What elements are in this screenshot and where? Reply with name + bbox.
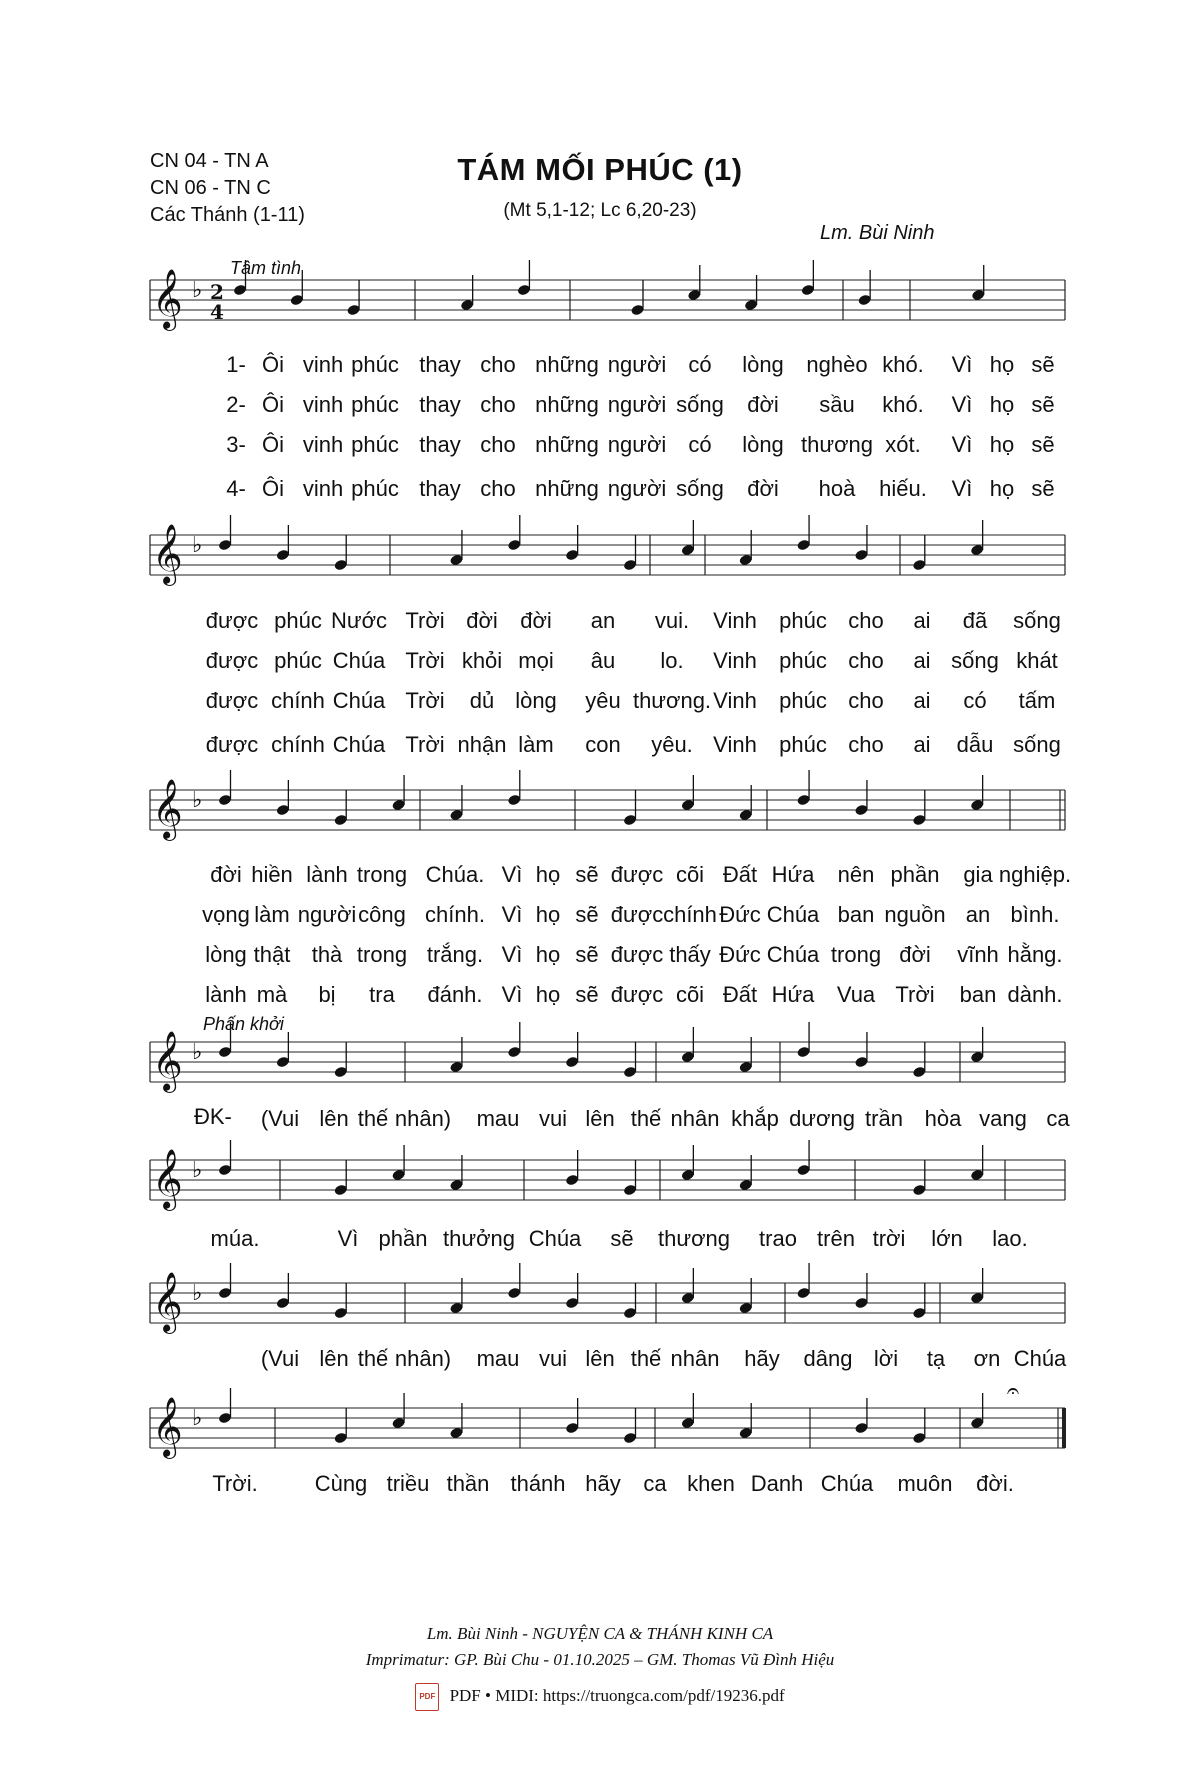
lyric-syllable: người [607, 352, 667, 377]
lyric-syllable: dâng [803, 1346, 853, 1371]
lyric-syllable: cho [480, 432, 516, 457]
lyric-syllable: họ [535, 862, 561, 887]
lyric-syllable: thương [658, 1226, 730, 1251]
lyric-syllable: những [535, 352, 599, 377]
lyric-syllable: thánh [510, 1471, 566, 1496]
lyric-syllable: dành. [1007, 982, 1063, 1007]
lyric-syllable: lòng [742, 352, 784, 377]
lyric-syllable: ca [643, 1471, 667, 1496]
lyric-syllable: trời [872, 1226, 906, 1251]
lyric-syllable: lên [585, 1106, 615, 1131]
lyric-line [0, 608, 1061, 648]
lyric-syllable: sống [676, 392, 724, 417]
lyric-line [0, 1226, 1028, 1266]
lyric-syllable: ban [959, 982, 997, 1007]
lyric-syllable: Chúa [332, 688, 386, 713]
lyric-syllable: phúc [274, 608, 322, 633]
lyric-syllable: trong [356, 862, 408, 887]
lyric-syllable: vinh [302, 432, 344, 457]
lyric-syllable: hoà [818, 476, 856, 501]
fermata-icon: 𝄐 [1006, 1379, 1020, 1404]
lyric-line [0, 352, 1055, 392]
lyric-syllable: tra [369, 982, 395, 1007]
lyric-syllable: sống [951, 648, 999, 673]
lyric-syllable: sống [676, 476, 724, 501]
lyric-syllable: thế [357, 1346, 389, 1371]
lyric-syllable: phúc [779, 608, 827, 633]
lyric-syllable: họ [989, 476, 1015, 501]
lyric-syllable: thay [419, 392, 461, 417]
lyric-syllable: Trời [405, 648, 445, 673]
lyric-syllable: Ôi [262, 476, 284, 501]
flat-sign-icon: ♭ [192, 1158, 203, 1183]
lyric-syllable: nhận [457, 732, 507, 757]
lyric-syllable: lớn [931, 1226, 963, 1251]
lyric-syllable: hòa [924, 1106, 962, 1131]
lyric-syllable: cho [480, 476, 516, 501]
lyric-line [0, 1346, 1067, 1386]
lyric-syllable: trần [865, 1106, 903, 1131]
lyric-syllable: họ [535, 982, 561, 1007]
time-signature-denominator: 4 [210, 300, 224, 324]
lyric-syllable: phúc [779, 688, 827, 713]
lyric-syllable: Vì [501, 942, 523, 967]
lyric-line [0, 942, 1063, 982]
lyric-syllable: ca [1046, 1106, 1070, 1131]
lyric-syllable: nhân [670, 1106, 720, 1131]
lyric-syllable: đời [899, 942, 931, 967]
lyric-syllable: Ôi [262, 352, 284, 377]
lyric-syllable: phúc [351, 432, 399, 457]
lyric-line [0, 392, 1055, 432]
lyric-syllable: Trời [895, 982, 935, 1007]
lyric-syllable: yêu [585, 688, 621, 713]
lyric-syllable: dương [789, 1106, 855, 1131]
lyric-syllable: Nước [330, 608, 388, 633]
lyric-syllable: Vì [951, 432, 973, 457]
lyric-line [0, 902, 1060, 942]
lyric-syllable: cho [480, 392, 516, 417]
lyric-syllable: Vì [337, 1226, 359, 1251]
lyric-syllable: mau [476, 1346, 520, 1371]
lyric-syllable: lao. [992, 1226, 1028, 1251]
lyric-syllable: cho [848, 732, 884, 757]
lyric-syllable: trong [830, 942, 882, 967]
lyric-syllable: lòng [742, 432, 784, 457]
lyric-syllable: sẽ [1031, 432, 1055, 457]
lyric-syllable: họ [989, 352, 1015, 377]
lyric-syllable: sẽ [1031, 352, 1055, 377]
lyric-syllable: mà [256, 982, 288, 1007]
composer-name: Lm. Bùi Ninh [820, 222, 935, 244]
lyric-syllable: vang [979, 1106, 1027, 1131]
lyric-syllable: được [205, 648, 259, 673]
lyric-syllable: chính [663, 902, 717, 927]
occasion-item: Các Thánh (1-11) [150, 204, 305, 226]
lyric-syllable: Hứa [771, 862, 815, 887]
lyric-syllable: Ôi [262, 432, 284, 457]
lyric-syllable: được [610, 982, 664, 1007]
lyric-syllable: Chúa [332, 732, 386, 757]
lyric-syllable: Trời [405, 732, 445, 757]
lyric-syllable: 1- [226, 352, 246, 377]
lyric-syllable: đời [520, 608, 552, 633]
lyric-syllable: sẽ [610, 1226, 634, 1251]
lyric-syllable: Vì [501, 862, 523, 887]
lyric-syllable: những [535, 432, 599, 457]
lyric-syllable: Vinh [713, 648, 757, 673]
lyric-syllable: Vinh [713, 732, 757, 757]
lyric-syllable: khen [687, 1471, 735, 1496]
pdf-file-icon: PDF [415, 1683, 439, 1711]
lyric-syllable: nhân) [394, 1346, 452, 1371]
tempo-marking-refrain: Phấn khởi [203, 1014, 284, 1034]
lyric-syllable: lành [205, 982, 247, 1007]
lyric-syllable: được [205, 608, 259, 633]
lyric-syllable: khát [1016, 648, 1058, 673]
treble-clef-icon: 𝄞 [152, 1397, 183, 1457]
refrain-label: ĐK- [194, 1104, 232, 1129]
lyric-syllable: lành [306, 862, 348, 887]
lyric-syllable: tấm [1018, 688, 1056, 713]
lyric-syllable: (Vui [260, 1106, 300, 1131]
lyric-syllable: thương. [632, 688, 712, 713]
lyric-syllable: Chúa. [425, 862, 485, 887]
lyric-syllable: khắp [731, 1106, 779, 1131]
pdf-midi-link[interactable]: PDF • MIDI: https://truongca.com/pdf/19236.pdf [449, 1685, 785, 1705]
lyric-syllable: Trời [405, 688, 445, 713]
treble-clef-icon: 𝄞 [152, 269, 183, 329]
lyric-syllable: bình. [1010, 902, 1060, 927]
flat-sign-icon: ♭ [192, 533, 203, 558]
lyric-syllable: Vinh [713, 608, 757, 633]
lyric-syllable: Vì [501, 982, 523, 1007]
lyric-syllable: sống [1013, 732, 1061, 757]
lyric-syllable: ai [913, 608, 931, 633]
lyric-syllable: thần [446, 1471, 490, 1496]
lyric-syllable: trao [759, 1226, 797, 1251]
lyric-syllable: Ôi [262, 392, 284, 417]
scripture-reference: (Mt 5,1-12; Lc 6,20-23) [503, 200, 697, 221]
lyric-syllable: được [610, 942, 664, 967]
lyric-syllable: thấy [669, 942, 711, 967]
lyric-syllable: Trời. [212, 1471, 258, 1496]
lyric-syllable: Vua [836, 982, 876, 1007]
lyric-syllable: Đức [719, 902, 761, 927]
lyric-syllable: Cùng [314, 1471, 368, 1496]
lyric-syllable: ơn [973, 1346, 1001, 1371]
lyric-syllable: được [205, 688, 259, 713]
treble-clef-icon: 𝄞 [152, 779, 183, 839]
lyric-syllable: Chúa [820, 1471, 874, 1496]
lyric-syllable: Hứa [771, 982, 815, 1007]
lyric-syllable: Vinh [713, 688, 757, 713]
lyric-syllable: an [965, 902, 991, 927]
lyric-syllable: 4- [226, 476, 246, 501]
lyric-syllable: dủ [469, 688, 495, 713]
lyric-syllable: nguồn [884, 902, 946, 927]
lyric-syllable: chính [271, 688, 325, 713]
lyric-syllable: vĩnh [957, 942, 999, 967]
lyric-syllable: người [607, 476, 667, 501]
flat-sign-icon: ♭ [192, 278, 203, 303]
lyric-syllable: phúc [274, 648, 322, 673]
lyric-syllable: lòng [205, 942, 247, 967]
lyric-syllable: ai [913, 732, 931, 757]
lyric-syllable: người [607, 392, 667, 417]
lyric-syllable: sầu [819, 392, 855, 417]
lyric-syllable: đánh. [427, 982, 483, 1007]
lyric-syllable: vinh [302, 476, 344, 501]
lyric-syllable: lời [873, 1346, 899, 1371]
lyric-syllable: cho [848, 688, 884, 713]
lyric-syllable: ai [913, 648, 931, 673]
lyric-syllable: Chúa [766, 942, 820, 967]
footer-link-row [0, 1683, 1200, 1711]
lyric-syllable: Chúa [332, 648, 386, 673]
lyric-syllable: Vì [951, 352, 973, 377]
lyric-syllable: lên [319, 1106, 349, 1131]
lyric-syllable: những [535, 392, 599, 417]
lyric-syllable: thay [419, 476, 461, 501]
lyric-syllable: an [590, 608, 616, 633]
footer-credit: Lm. Bùi Ninh - NGUYỆN CA & THÁNH KINH CA [426, 1624, 774, 1643]
lyric-syllable: được [205, 732, 259, 757]
lyric-syllable: hiếu. [879, 476, 927, 501]
lyric-syllable: sẽ [575, 982, 599, 1007]
time-signature-numerator: 2 [210, 280, 224, 304]
lyric-syllable: phúc [351, 392, 399, 417]
lyric-syllable: nhân [670, 1346, 720, 1371]
lyric-syllable: đời [747, 476, 779, 501]
lyric-syllable: cõi [675, 982, 705, 1007]
lyric-syllable: trắng. [426, 942, 484, 967]
lyric-syllable: đời [747, 392, 779, 417]
lyric-syllable: con [585, 732, 621, 757]
lyric-syllable: xót. [885, 432, 921, 457]
lyric-syllable: vui [538, 1106, 568, 1131]
occasion-item: CN 06 - TN C [150, 177, 271, 199]
lyric-line [0, 1106, 1070, 1146]
lyric-syllable: có [688, 432, 712, 457]
lyric-syllable: khó. [882, 352, 924, 377]
lyric-syllable: được [610, 902, 664, 927]
lyric-syllable: muôn [897, 1471, 953, 1496]
lyric-syllable: mau [476, 1106, 520, 1131]
lyric-syllable: nên [837, 862, 875, 887]
lyric-syllable: 3- [226, 432, 246, 457]
lyric-syllable: đời [210, 862, 242, 887]
lyric-syllable: thật [253, 942, 291, 967]
song-title: TÁM MỐI PHÚC (1) [457, 152, 743, 187]
lyric-syllable: người [607, 432, 667, 457]
lyric-line [0, 648, 1058, 688]
lyric-syllable: khỏi [461, 648, 503, 673]
lyric-syllable: làm [518, 732, 554, 757]
lyric-syllable: Vì [951, 476, 973, 501]
lyric-syllable: chính. [425, 902, 485, 927]
treble-clef-icon: 𝄞 [152, 1149, 183, 1209]
lyric-syllable: Trời [405, 608, 445, 633]
lyric-syllable: phần [378, 1226, 428, 1251]
lyric-line [0, 732, 1061, 772]
lyric-line [0, 982, 1063, 1022]
lyric-syllable: thà [311, 942, 343, 967]
flat-sign-icon: ♭ [192, 1406, 203, 1431]
lyric-syllable: hãy [744, 1346, 780, 1371]
lyric-syllable: phúc [779, 648, 827, 673]
lyric-syllable: họ [989, 392, 1015, 417]
lyric-syllable: sẽ [1031, 476, 1055, 501]
lyric-syllable: sống [1013, 608, 1061, 633]
lyric-syllable: đời. [976, 1471, 1014, 1496]
lyric-syllable: vui [538, 1346, 568, 1371]
lyric-syllable: thế [357, 1106, 389, 1131]
lyric-syllable: vọng [202, 902, 250, 927]
lyric-syllable: sẽ [575, 862, 599, 887]
lyric-syllable: công [358, 902, 406, 927]
lyric-syllable: lên [319, 1346, 349, 1371]
lyric-syllable: cho [848, 648, 884, 673]
lyric-syllable: phúc [351, 476, 399, 501]
lyric-syllable: nghiệp. [998, 862, 1072, 887]
lyric-line [0, 1471, 1014, 1511]
footer-imprimatur: Imprimatur: GP. Bùi Chu - 01.10.2025 – GM. Thomas Vũ Đình Hiệu [365, 1650, 835, 1669]
lyric-syllable: thay [419, 352, 461, 377]
lyric-syllable: có [963, 688, 987, 713]
lyric-syllable: (Vui [260, 1346, 300, 1371]
lyric-syllable: họ [535, 902, 561, 927]
lyric-syllable: Chúa [766, 902, 820, 927]
lyric-syllable: trên [817, 1226, 855, 1251]
treble-clef-icon: 𝄞 [152, 1031, 183, 1091]
lyric-syllable: phúc [351, 352, 399, 377]
lyric-syllable: thế [630, 1106, 662, 1131]
lyric-syllable: chính [271, 732, 325, 757]
occasion-item: CN 04 - TN A [150, 150, 269, 172]
lyric-syllable: bị [318, 982, 336, 1007]
lyric-line [0, 862, 1072, 902]
lyric-syllable: họ [989, 432, 1015, 457]
lyric-syllable: lên [585, 1346, 615, 1371]
lyric-syllable: nhân) [394, 1106, 452, 1131]
tempo-marking-verse: Tâm tình [230, 258, 302, 278]
lyric-syllable: nghèo [806, 352, 868, 377]
lyric-syllable: gia [963, 862, 993, 887]
lyric-syllable: trong [356, 942, 408, 967]
lyric-syllable: ban [837, 902, 875, 927]
lyric-syllable: vinh [302, 392, 344, 417]
lyric-syllable: được [610, 862, 664, 887]
lyric-syllable: vui. [654, 608, 690, 633]
lyric-syllable: hiền [251, 862, 293, 887]
lyric-syllable: vinh [302, 352, 344, 377]
lyric-line [0, 476, 1055, 516]
lyric-syllable: thay [419, 432, 461, 457]
lyric-syllable: Vì [951, 392, 973, 417]
lyric-syllable: người [297, 902, 357, 927]
flat-sign-icon: ♭ [192, 1040, 203, 1065]
lyric-syllable: múa. [210, 1226, 260, 1251]
lyric-syllable: làm [254, 902, 290, 927]
lyric-syllable: thương [801, 432, 873, 457]
lyric-syllable: thế [630, 1346, 662, 1371]
treble-clef-icon: 𝄞 [152, 524, 183, 584]
lyric-syllable: cho [848, 608, 884, 633]
lyric-syllable: đời [466, 608, 498, 633]
lyric-syllable: thưởng [443, 1226, 515, 1251]
lyric-syllable: Đức [719, 942, 761, 967]
lyric-syllable: có [688, 352, 712, 377]
lyric-syllable: phúc [779, 732, 827, 757]
lyric-syllable: hãy [585, 1471, 621, 1496]
lyric-syllable: mọi [518, 648, 554, 673]
lyric-syllable: Chúa [528, 1226, 582, 1251]
lyric-syllable: Chúa [1013, 1346, 1067, 1371]
lyric-syllable: hằng. [1007, 942, 1063, 967]
lyric-syllable: âu [590, 648, 616, 673]
lyric-syllable: sẽ [575, 902, 599, 927]
lyric-syllable: lòng [515, 688, 557, 713]
flat-sign-icon: ♭ [192, 788, 203, 813]
lyric-syllable: Vì [501, 902, 523, 927]
lyric-syllable: những [535, 476, 599, 501]
lyric-syllable: triều [386, 1471, 430, 1496]
lyric-syllable: Danh [750, 1471, 804, 1496]
lyric-syllable: dẫu [956, 732, 994, 757]
lyric-syllable: họ [535, 942, 561, 967]
lyric-syllable: sẽ [1031, 392, 1055, 417]
barline [1062, 1408, 1066, 1448]
treble-clef-icon: 𝄞 [152, 1272, 183, 1332]
lyric-syllable: ai [913, 688, 931, 713]
lyric-syllable: phần [890, 862, 940, 887]
lyric-syllable: khó. [882, 392, 924, 417]
lyric-syllable: tạ [926, 1346, 946, 1371]
lyric-syllable: cho [480, 352, 516, 377]
lyric-syllable: sẽ [575, 942, 599, 967]
lyric-syllable: lo. [660, 648, 684, 673]
lyric-syllable: đã [962, 608, 988, 633]
lyric-syllable: cõi [675, 862, 705, 887]
lyric-syllable: Đất [722, 862, 758, 887]
lyric-syllable: Đất [722, 982, 758, 1007]
lyric-syllable: yêu. [651, 732, 693, 757]
lyric-syllable: 2- [226, 392, 246, 417]
flat-sign-icon: ♭ [192, 1281, 203, 1306]
lyric-line [0, 432, 1055, 472]
lyric-line [0, 688, 1056, 728]
